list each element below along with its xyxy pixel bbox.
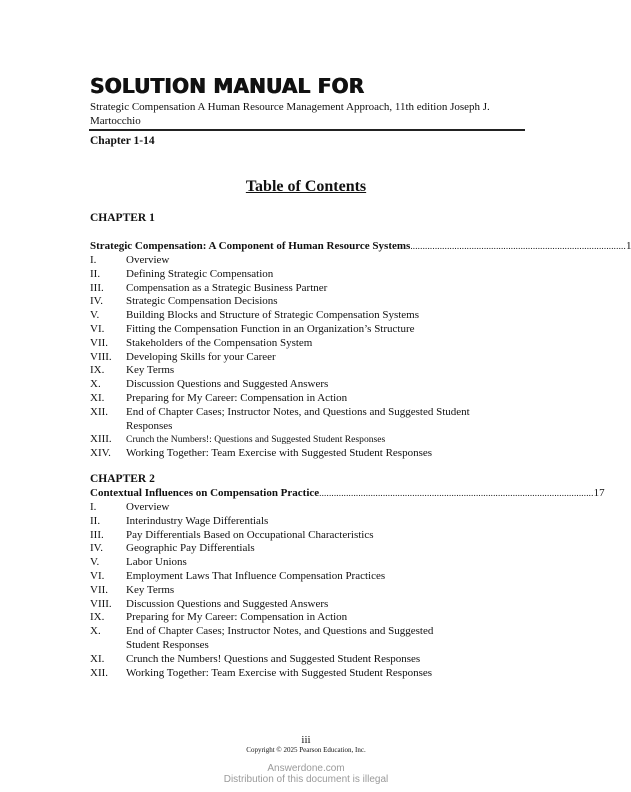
- section-number: VIII.: [90, 350, 112, 363]
- section-title: Key Terms: [126, 583, 175, 596]
- section-number: V.: [90, 556, 100, 569]
- list-item: [90, 268, 530, 282]
- header-rule: [89, 129, 525, 131]
- section-title: Working Together: Team Exercise with Suggested Student Responses: [126, 447, 433, 460]
- section-title: Building Blocks and Structure of Strategic Compensation Systems: [126, 309, 419, 322]
- list-item: [90, 309, 530, 323]
- list-item: [90, 323, 530, 337]
- section-number: III.: [90, 281, 104, 294]
- list-item: [90, 625, 530, 653]
- chapter-1-sections: [90, 254, 530, 461]
- section-title: Employment Laws That Influence Compensation Practices: [126, 569, 386, 582]
- section-title: Pay Differentials Based on Occupational Characteristics: [126, 528, 374, 541]
- section-number: I.: [90, 254, 97, 266]
- section-title: Interindustry Wage Differentials: [126, 514, 269, 527]
- list-item: [90, 501, 530, 515]
- list-item: [90, 282, 530, 296]
- section-number: VII.: [90, 336, 109, 349]
- section-title: Labor Unions: [126, 556, 187, 569]
- chapter-1-label: CHAPTER 1: [90, 212, 155, 224]
- toc-title: Table of Contents: [245, 178, 367, 195]
- section-title: Preparing for My Career: Compensation in Action: [126, 391, 348, 404]
- banner-title: SOLUTION MANUAL FOR: [90, 74, 365, 98]
- chapter-1-title: Strategic Compensation: A Component of Human Resource Systems: [90, 240, 411, 252]
- list-item: [90, 584, 530, 598]
- section-title: Fitting the Compensation Function in an Organization’s Structure: [126, 322, 415, 335]
- section-number: VI.: [90, 569, 105, 582]
- section-title: Discussion Questions and Suggested Answers: [126, 378, 329, 391]
- section-title: Compensation as a Strategic Business Partner: [126, 281, 328, 294]
- section-title: Overview: [126, 501, 170, 513]
- watermark-notice: Distribution of this document is illegal: [223, 774, 389, 785]
- list-item: [90, 351, 530, 365]
- watermark-site: Answerdone.com: [267, 763, 345, 774]
- list-item: [90, 529, 530, 543]
- list-item: [90, 542, 530, 556]
- list-item: [90, 653, 530, 667]
- section-title: Discussion Questions and Suggested Answers: [126, 597, 329, 610]
- copyright-notice: Copyright © 2025 Pearson Education, Inc.: [246, 746, 366, 754]
- section-number: XI.: [90, 652, 105, 665]
- section-number: IX.: [90, 364, 105, 377]
- book-subtitle: Strategic Compensation A Human Resource Management Approach, 11th edition Joseph J. Martocchio: [90, 101, 490, 127]
- section-number: IV.: [90, 295, 103, 308]
- section-number: VI.: [90, 322, 105, 335]
- section-title: Defining Strategic Compensation: [126, 267, 274, 280]
- chapter-1-leader-dots: ........................................................................................: [410, 241, 626, 251]
- page-number: iii: [301, 734, 311, 746]
- list-item: [90, 254, 530, 268]
- section-number: V.: [90, 309, 100, 322]
- list-item: [90, 433, 530, 447]
- list-item: [90, 598, 530, 612]
- section-title: Stakeholders of the Compensation System: [126, 336, 313, 349]
- chapter-2-label: CHAPTER 2: [90, 473, 155, 485]
- chapter-2-sections: [90, 501, 530, 680]
- chapters-range: Chapter 1-14: [90, 135, 155, 147]
- section-number: XIII.: [90, 433, 112, 446]
- section-title: End of Chapter Cases; Instructor Notes, and Questions and Suggested Student Responses: [126, 405, 470, 432]
- section-number: II.: [90, 267, 101, 280]
- list-item: [90, 406, 530, 434]
- list-item: [90, 295, 530, 309]
- section-title: End of Chapter Cases; Instructor Notes, and Questions and Suggested Student Responses: [126, 625, 434, 651]
- list-item: [90, 392, 530, 406]
- section-number: X.: [90, 625, 101, 638]
- list-item: [90, 515, 530, 529]
- list-item: [90, 556, 530, 570]
- section-number: XI.: [90, 391, 105, 404]
- chapter-2-leader-dots: ................................................................................................................: [319, 488, 594, 498]
- section-number: VII.: [90, 583, 109, 596]
- chapter-2-page: 17: [593, 487, 605, 499]
- section-title: Geographic Pay Differentials: [126, 542, 255, 555]
- section-title: Developing Skills for your Career: [126, 350, 276, 363]
- list-item: [90, 378, 530, 392]
- list-item: [90, 337, 530, 351]
- list-item: [90, 667, 530, 681]
- section-number: XII.: [90, 405, 109, 418]
- section-number: XIV.: [90, 447, 111, 460]
- chapter-2-title: Contextual Influences on Compensation Practice: [90, 487, 320, 499]
- section-number: IV.: [90, 542, 103, 555]
- section-title: Preparing for My Career: Compensation in Action: [126, 611, 348, 624]
- list-item: [90, 364, 530, 378]
- list-item: [90, 570, 530, 584]
- section-number: X.: [90, 378, 101, 391]
- section-number: VIII.: [90, 597, 112, 610]
- section-number: XII.: [90, 666, 109, 679]
- section-number: I.: [90, 501, 97, 513]
- chapter-1-page: 1: [625, 240, 631, 252]
- list-item: [90, 447, 530, 461]
- section-number: IX.: [90, 611, 105, 624]
- section-title: Working Together: Team Exercise with Suggested Student Responses: [126, 666, 433, 679]
- section-title: Key Terms: [126, 364, 175, 377]
- chapter-2-title-line[interactable]: [90, 487, 605, 499]
- section-title: Strategic Compensation Decisions: [126, 295, 278, 308]
- section-title: Crunch the Numbers!: Questions and Suggested Student Responses: [126, 434, 386, 446]
- section-number: II.: [90, 514, 101, 527]
- list-item: [90, 611, 530, 625]
- section-title: Crunch the Numbers! Questions and Suggested Student Responses: [126, 652, 421, 665]
- chapter-1-title-line[interactable]: [90, 240, 631, 252]
- section-title: Overview: [126, 254, 170, 266]
- section-number: III.: [90, 528, 104, 541]
